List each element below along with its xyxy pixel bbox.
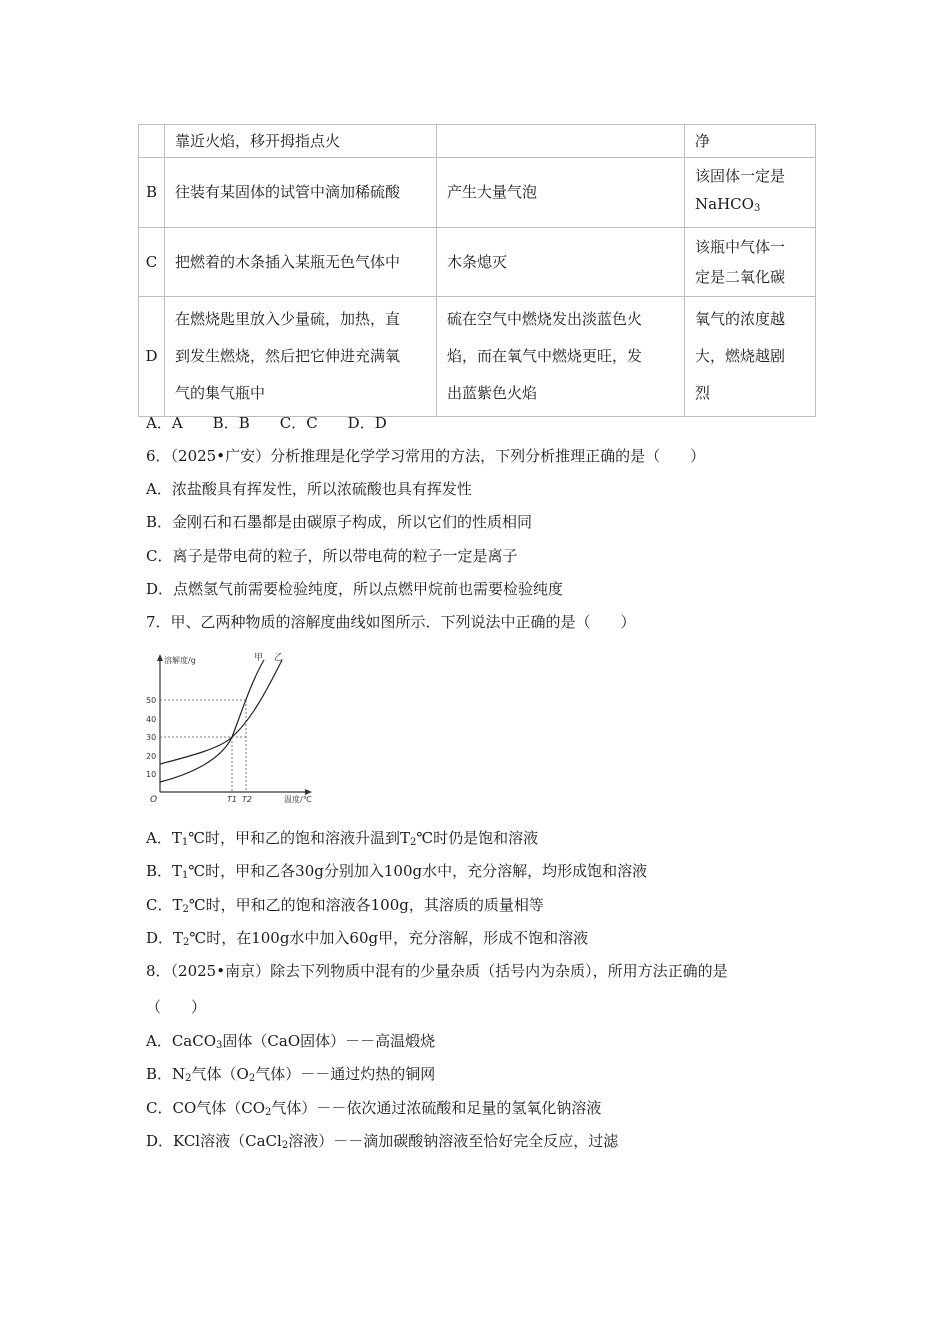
y-axis-arrow [157, 654, 163, 661]
y-tick-label: 40 [146, 715, 157, 724]
subscript: 2 [281, 1140, 289, 1151]
phenomenon-cell: 产生大量气泡 [437, 158, 685, 228]
operation-cell: 把燃着的木条插入某瓶无色气体中 [165, 228, 437, 297]
q7-option-a [146, 827, 538, 848]
y-axis-label: 溶解度/g [164, 656, 196, 665]
q5-options: A．A B．B C．C D．D [146, 414, 387, 432]
subscript: 1 [182, 870, 189, 881]
formula: NaHCO [695, 195, 754, 213]
q8-option-c [146, 1097, 601, 1118]
subscript: 3 [216, 1040, 223, 1051]
series-jia-curve [160, 660, 264, 782]
subscript: 1 [181, 837, 189, 848]
subscript: 3 [753, 203, 761, 214]
y-ticks [146, 696, 156, 779]
text: 气体（O [191, 1065, 249, 1083]
row-label: C [139, 228, 165, 297]
table-row [139, 228, 816, 297]
table-row [139, 158, 816, 228]
q8-option-d [146, 1130, 618, 1151]
series-yi-label: 乙 [274, 653, 284, 663]
text: ℃时仍是饱和溶液 [416, 829, 539, 847]
phenomenon-cell [437, 297, 685, 417]
q6-option-a: A．浓盐酸具有挥发性，所以浓硫酸也具有挥发性 [146, 480, 472, 498]
phenomenon-cell [437, 125, 685, 158]
y-tick-label: 10 [146, 770, 157, 779]
phenomenon-line: 焰，而在氧气中燃烧更旺，发 [447, 347, 643, 365]
q6-option-d: D．点燃氢气前需要检验纯度，所以点燃甲烷前也需要检验纯度 [146, 580, 564, 598]
q7-stem: 7．甲、乙两种物质的溶解度曲线如图所示．下列说法中正确的是（ ） [146, 613, 636, 631]
conclusion-cell [685, 158, 816, 228]
subscript: 2 [182, 904, 189, 915]
q6-stem: 6．（2025•广安）分析推理是化学学习常用的方法，下列分析推理正确的是（ ） [146, 447, 706, 465]
subscript: 2 [410, 837, 417, 848]
text: B．T [146, 862, 183, 880]
conclusion-line: 烈 [695, 384, 711, 402]
text: 气体）－－依次通过浓硫酸和足量的氢氧化钠溶液 [271, 1099, 602, 1117]
text: D．KCl溶液（CaCl [146, 1132, 282, 1150]
q7-option-c [146, 894, 544, 915]
text: C．T [146, 896, 183, 914]
text: C．CO气体（CO [146, 1099, 266, 1117]
phenomenon-cell: 木条熄灭 [437, 228, 685, 297]
operation-cell: 靠近火焰，移开拇指点火 [165, 125, 437, 158]
operation-line: 到发生燃烧，然后把它伸进充满氧 [175, 347, 401, 365]
conclusion-line: 定是二氧化碳 [695, 268, 786, 286]
operation-cell: 往装有某固体的试管中滴加稀硫酸 [165, 158, 437, 228]
subscript: 2 [183, 937, 190, 948]
q8-stem: 8．（2025•南京）除去下列物质中混有的少量杂质（括号内为杂质），所用方法正确的是 [146, 962, 728, 980]
conclusion-line: 该瓶中气体一 [695, 238, 786, 256]
conclusion-cell [685, 228, 816, 297]
text: 固体（CaO固体）－－高温煅烧 [222, 1032, 436, 1050]
subscript: 2 [185, 1073, 192, 1084]
text: A．T [146, 829, 182, 847]
q6-option-c: C．离子是带电荷的粒子，所以带电荷的粒子一定是离子 [146, 547, 518, 565]
operation-cell [165, 297, 437, 417]
operation-line: 在燃烧匙里放入少量硫，加热，直 [175, 310, 401, 328]
subscript: 2 [265, 1107, 272, 1118]
origin-label: O [150, 795, 158, 804]
q7-option-b [146, 860, 647, 881]
conclusion-line: 氧气的浓度越 [695, 310, 786, 328]
row-label: B [139, 158, 165, 228]
conclusion-cell [685, 297, 816, 417]
q8-option-a [146, 1030, 435, 1051]
q7-option-d [146, 927, 588, 948]
row-label [139, 125, 165, 158]
x-tick-label: T1 [227, 795, 237, 804]
q8-option-b [146, 1063, 435, 1084]
conclusion-cell: 净 [685, 125, 816, 158]
text: D．T [146, 929, 184, 947]
subscript: 2 [248, 1073, 256, 1084]
conclusion-line [695, 190, 805, 223]
text: ℃时，甲和乙的饱和溶液各100g，其溶质的质量相等 [188, 896, 544, 914]
y-tick-label: 30 [146, 733, 157, 742]
q8-stem-cont: （ ） [146, 998, 207, 1016]
phenomenon-line: 出蓝紫色火焰 [447, 384, 538, 402]
text: B．N [146, 1065, 186, 1083]
text: ℃时，甲和乙各30g分别加入100g水中，充分溶解，均形成饱和溶液 [188, 862, 648, 880]
text: 气体）－－通过灼热的铜网 [255, 1065, 436, 1083]
y-tick-label: 50 [146, 696, 157, 705]
text: ℃时，在100g水中加入60g甲，充分溶解，形成不饱和溶液 [189, 929, 589, 947]
series-jia-label: 甲 [254, 653, 264, 663]
text: 溶液）－－滴加碳酸钠溶液至恰好完全反应，过滤 [288, 1132, 619, 1150]
operation-line: 气的集气瓶中 [175, 384, 266, 402]
text: A．CaCO [146, 1032, 217, 1050]
conclusion-line: 该固体一定是 [695, 167, 786, 185]
text: ℃时，甲和乙的饱和溶液升温到T [188, 829, 411, 847]
x-tick-label: T2 [242, 795, 252, 804]
row-label: D [139, 297, 165, 417]
experiment-table [138, 124, 816, 417]
q6-option-b: B．金刚石和石墨都是由碳原子构成，所以它们的性质相同 [146, 513, 533, 531]
y-tick-label: 20 [146, 752, 157, 761]
x-axis-label: 温度/℃ [284, 795, 312, 804]
table-row [139, 297, 816, 417]
phenomenon-line: 硫在空气中燃烧发出淡蓝色火 [447, 310, 643, 328]
conclusion-line: 大，燃烧越剧 [695, 347, 786, 365]
solubility-chart [146, 652, 316, 804]
series-yi-curve [160, 660, 282, 764]
table-row [139, 125, 816, 158]
